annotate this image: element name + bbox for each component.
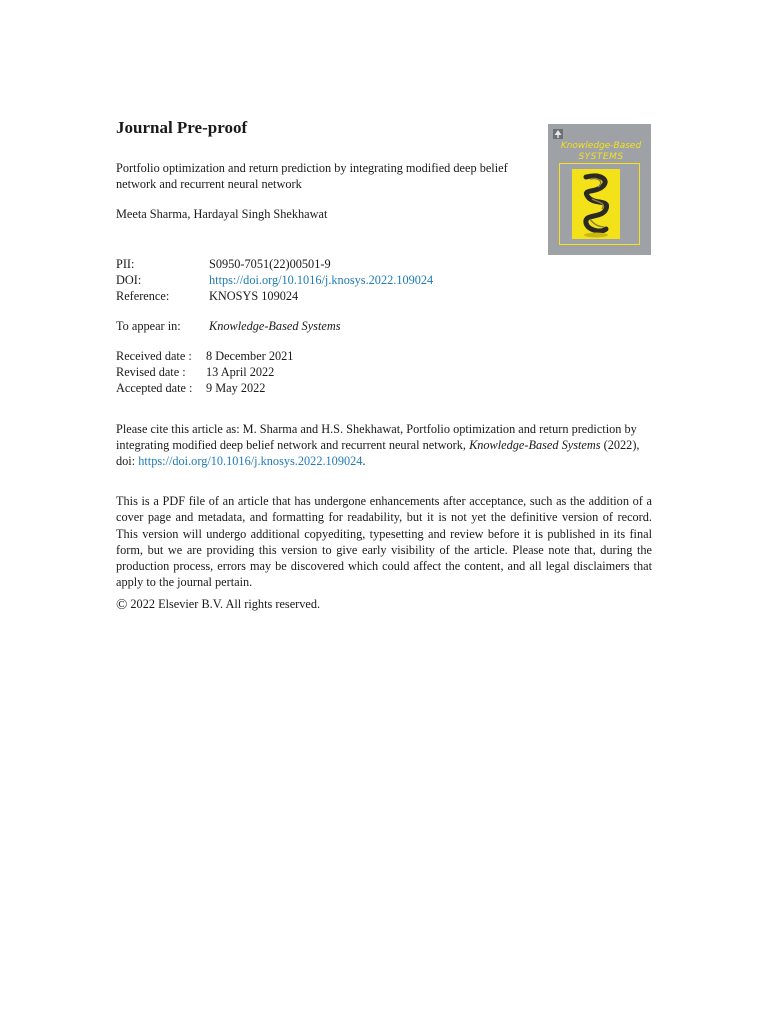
pii-value: S0950-7051(22)00501-9 bbox=[209, 257, 331, 271]
preproof-notice: This is a PDF file of an article that has undergone enhancements after acceptance, such as the addition of a cover page and metadata, and formatting for readability, but it is not yet the definitive version of record. This version will undergo additional copyediting, typesetting and review before it is published in its final form, but we are providing this version to give early visibility of the article. Please note that, during the production process, errors may be discovered which could affect the content, and all legal disclaimers that apply to the journal pertain. bbox=[116, 494, 652, 590]
received-value: 8 December 2021 bbox=[206, 349, 294, 363]
appear-label: To appear in: bbox=[116, 319, 181, 333]
citation-journal: Knowledge-Based Systems bbox=[469, 438, 601, 452]
pii-row bbox=[116, 256, 331, 272]
reference-value: KNOSYS 109024 bbox=[209, 289, 299, 303]
received-label: Received date : bbox=[116, 349, 192, 363]
copyright-icon: © bbox=[116, 597, 128, 613]
citation-prefix: Please cite this article as: M. Sharma and H.S. Shekhawat, Portfolio optimization and return prediction by integrating modified deep belief network and recurrent neural network, bbox=[116, 422, 637, 452]
doi-row bbox=[116, 272, 433, 288]
copyright-line bbox=[116, 597, 320, 614]
cover-journal-name bbox=[558, 141, 644, 163]
journal-cover-thumbnail bbox=[548, 124, 651, 255]
spiral-sculpture-image bbox=[572, 169, 620, 239]
article-title: Portfolio optimization and return prediction by integrating modified deep belief network and recurrent neural network bbox=[116, 161, 508, 191]
cover-title-line2: SYSTEMS bbox=[578, 152, 624, 162]
reference-row bbox=[116, 288, 298, 304]
pii-label: PII: bbox=[116, 257, 135, 271]
revised-label: Revised date : bbox=[116, 365, 186, 379]
appear-journal: Knowledge-Based Systems bbox=[209, 319, 341, 333]
received-row bbox=[116, 348, 293, 364]
article-authors: Meeta Sharma, Hardayal Singh Shekhawat bbox=[116, 207, 328, 221]
accepted-value: 9 May 2022 bbox=[206, 381, 266, 395]
doi-link[interactable]: https://doi.org/10.1016/j.knosys.2022.109024 bbox=[209, 273, 434, 287]
accepted-row bbox=[116, 380, 265, 396]
doi-label: DOI: bbox=[116, 273, 142, 287]
cover-title-line1: Knowledge-Based bbox=[560, 141, 642, 151]
revised-row bbox=[116, 364, 274, 380]
citation-paragraph bbox=[116, 421, 652, 469]
revised-value: 13 April 2022 bbox=[206, 365, 275, 379]
copyright-text: 2022 Elsevier B.V. All rights reserved. bbox=[130, 597, 321, 611]
accepted-label: Accepted date : bbox=[116, 381, 193, 395]
citation-doi-link[interactable]: https://doi.org/10.1016/j.knosys.2022.109024 bbox=[138, 454, 363, 468]
citation-middle: (2022), doi: bbox=[116, 438, 640, 468]
page-title: Journal Pre-proof bbox=[116, 118, 248, 137]
citation-suffix: . bbox=[362, 454, 366, 468]
appear-row bbox=[116, 318, 340, 334]
elsevier-tree-icon bbox=[553, 129, 563, 139]
reference-label: Reference: bbox=[116, 289, 170, 303]
